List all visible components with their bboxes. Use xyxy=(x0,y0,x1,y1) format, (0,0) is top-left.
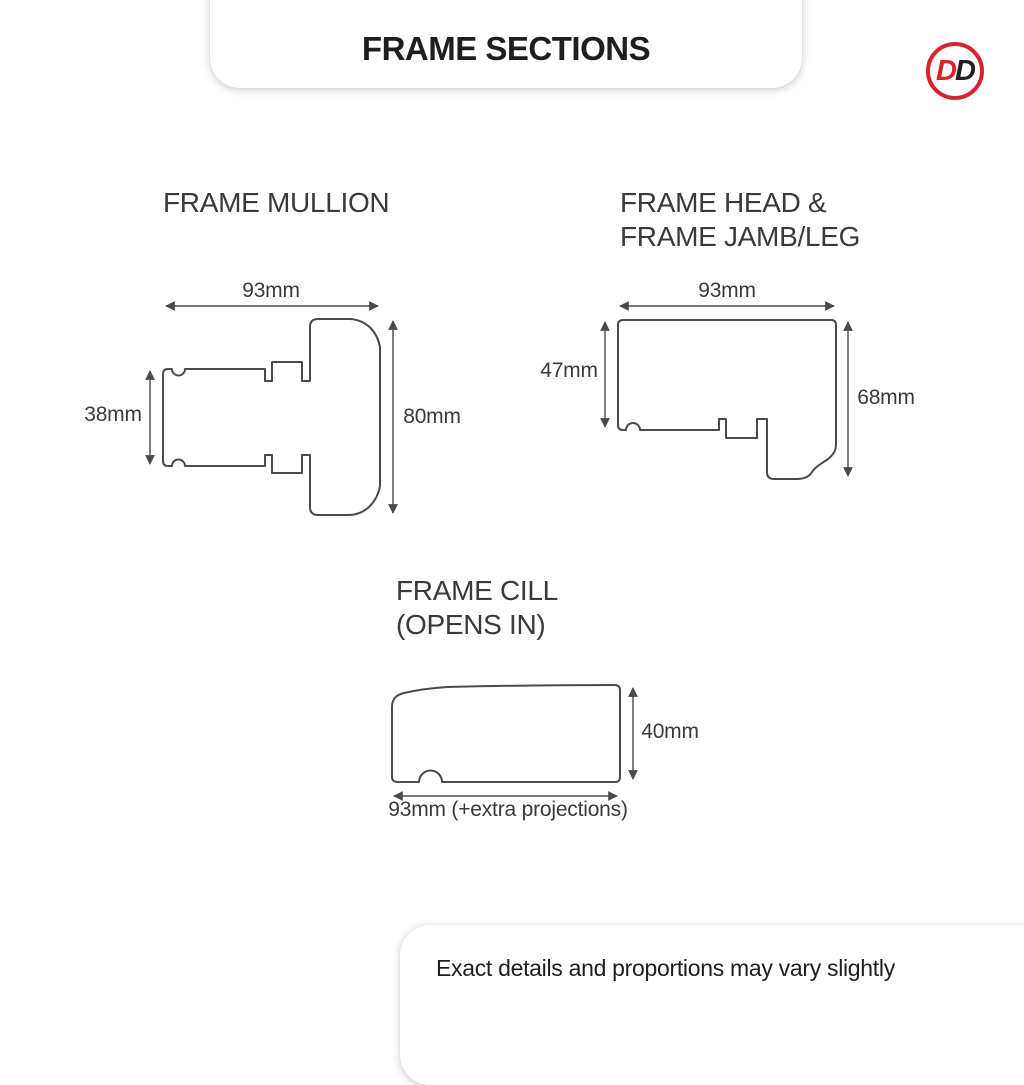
head-width-label: 93mm xyxy=(698,279,756,302)
cill-height-label: 40mm xyxy=(641,720,699,743)
logo-letter-red: D xyxy=(936,54,955,87)
head-jamb-profile-shape xyxy=(618,320,836,479)
logo-letter-black: D xyxy=(955,54,974,87)
cill-title-line1: FRAME CILL xyxy=(396,575,558,606)
head-title-line2: FRAME JAMB/LEG xyxy=(620,221,861,252)
mullion-width-label: 93mm xyxy=(242,279,300,302)
mullion-title-text: FRAME MULLION xyxy=(163,187,390,218)
disclaimer-text: Exact details and proportions may vary slightly xyxy=(436,955,895,981)
page-title: FRAME SECTIONS xyxy=(361,30,651,67)
cill-width-label: 93mm (+extra projections) xyxy=(388,798,628,821)
head-left-height-label: 47mm xyxy=(540,359,598,382)
head-title-line1: FRAME HEAD & xyxy=(620,187,827,218)
disclaimer-card xyxy=(400,925,1024,1085)
mullion-left-height-label: 38mm xyxy=(84,403,142,426)
head-right-height-label: 68mm xyxy=(857,386,915,409)
mullion-profile-shape xyxy=(163,319,380,515)
cill-section-title xyxy=(396,574,558,642)
head-jamb-section-title xyxy=(620,186,860,254)
cill-profile-shape xyxy=(392,685,620,782)
mullion-section-title xyxy=(163,186,389,220)
mullion-right-height-label: 80mm xyxy=(403,405,461,428)
cill-title-line2: (OPENS IN) xyxy=(396,609,546,640)
